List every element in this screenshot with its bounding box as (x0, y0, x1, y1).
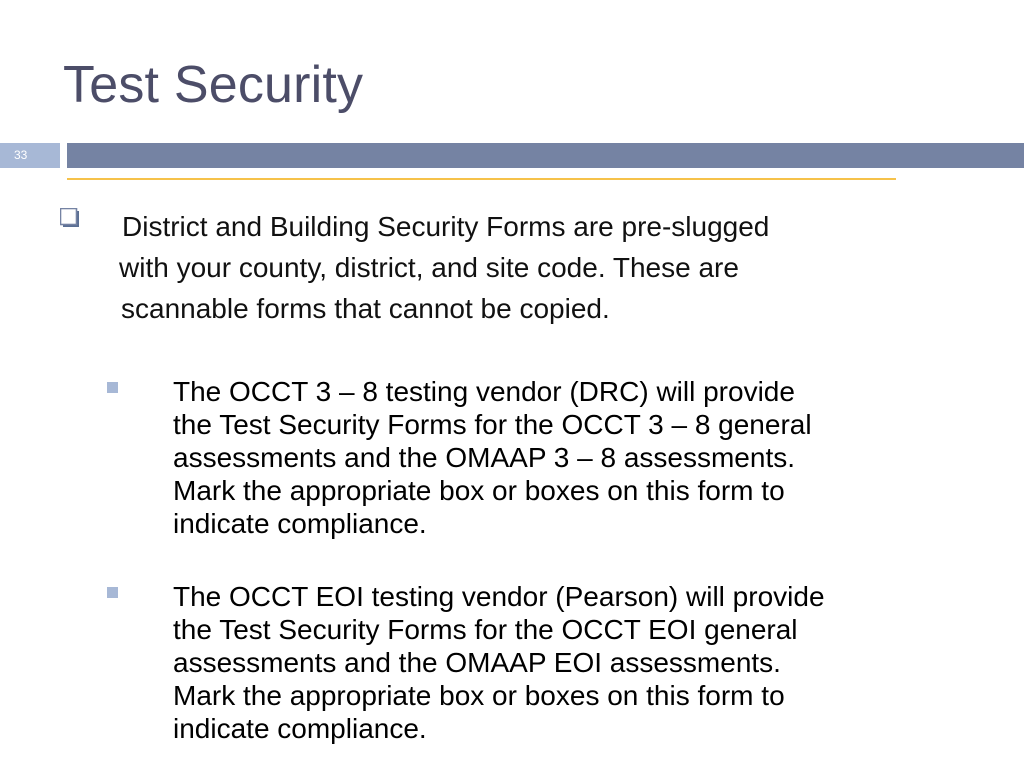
sub-bullet-text: The OCCT 3 – 8 testing vendor (DRC) will provide the Test Security Forms for the OCCT 3 – 8 general assessments and the OMAAP 3 – 8 assessments. Mark the appropriate box or boxes on this form to indicate compliance. (173, 376, 812, 539)
main-bullet-line: scannable forms that cannot be copied. (121, 293, 610, 324)
gold-divider (67, 178, 896, 180)
main-bullet-text (119, 206, 959, 329)
filled-square-bullet-icon (107, 382, 118, 393)
filled-square-bullet-icon (107, 587, 118, 598)
hollow-square-bullet-icon (60, 208, 80, 228)
main-bullet-line: with your county, district, and site code. These are (119, 252, 739, 283)
sub-bullet-text: The OCCT EOI testing vendor (Pearson) will provide the Test Security Forms for the OCCT EOI general assessments and the OMAAP EOI assessments. Mark the appropriate box or boxes on this form to indicate compliance. (173, 581, 825, 744)
slide-number: 33 (14, 148, 28, 162)
slide-number-box (0, 143, 60, 168)
main-bullet-line: District and Building Security Forms are pre-slugged (122, 211, 770, 242)
header-band (67, 143, 1024, 168)
slide-title: Test Security (63, 56, 364, 114)
